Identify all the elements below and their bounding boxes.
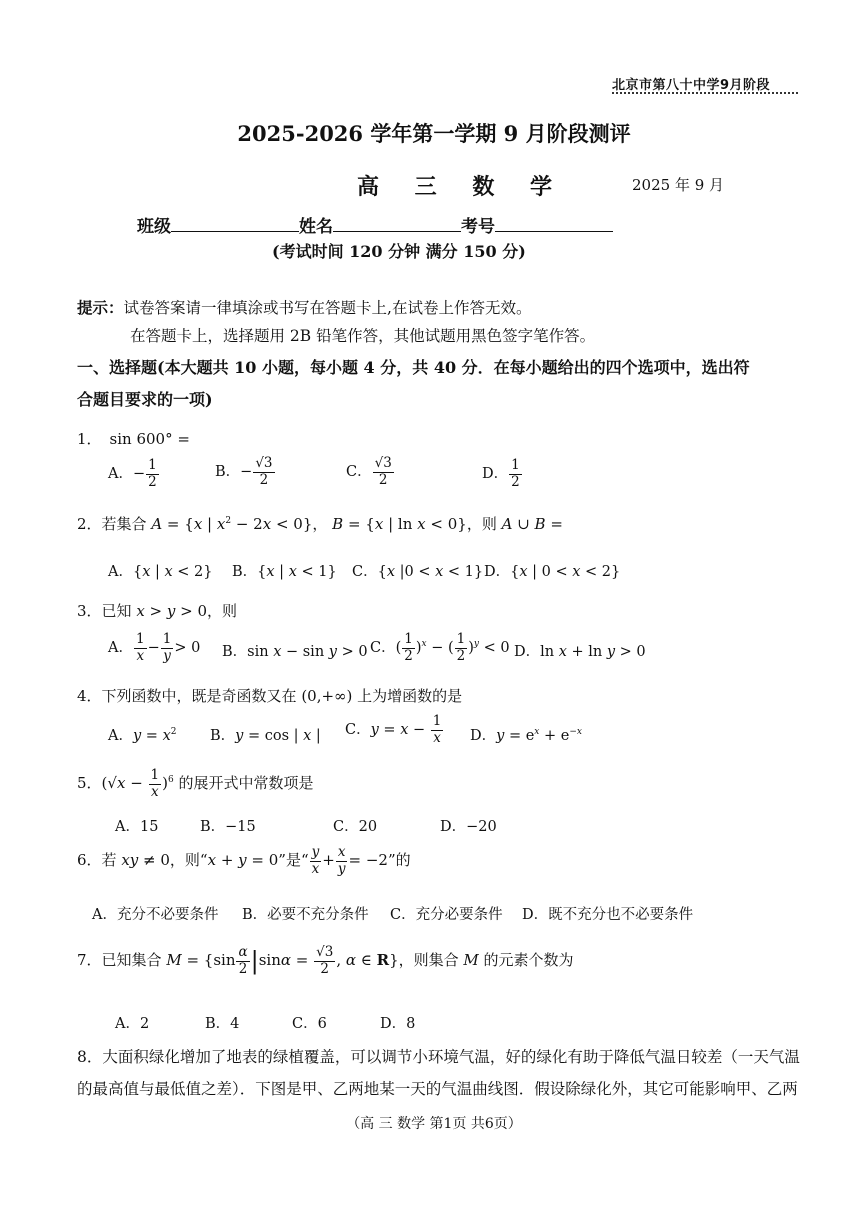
section-heading-line-1: 一、选择题(本大题共 10 小题，每小题 4 分，共 40 分．在每小题给出的四个选项中，选出符 [77,358,750,377]
q2-option-d: D．{x | 0 < x < 2} [484,564,621,580]
q4-option-c: C．y = x − $\frac{1}{x}$ [345,713,442,746]
question-8-line-2: 的最高值与最低值之差）．下图是甲、乙两地某一天的气温曲线图．假设除绿化外，其它可能影响甲、乙两 [77,1080,798,1098]
name-label: 姓名 [299,217,333,237]
q5-option-c: C．20 [333,819,378,835]
q6-option-d: D．既不充分也不必要条件 [522,907,694,923]
id-blank [495,230,613,232]
name-blank [333,230,461,232]
school-stamp: 北京市第八十中学9月阶段 [612,74,798,94]
q3-option-c: C．( $\frac{1}{2}$ )$^x$ − ( $\frac{1}{2}$ )$^y$ < 0 [370,631,510,664]
q4-option-b: B．y = cos | x | [210,728,321,744]
question-4: 4．下列函数中，既是奇函数又在 (0,+∞) 上为增函数的是 [77,687,463,705]
q4-option-d: D．$y = e^x + e^{-x}$ [470,727,582,744]
q7-option-d: D．8 [380,1016,416,1032]
student-info-row [137,212,613,237]
question-5: 5．(√x − $\frac{1}{x}$ )$^6$ 的展开式中常数项是 [77,767,314,800]
q6-option-b: B．必要不充分条件 [242,907,369,923]
q1-option-b: B．− $\frac{√3}{2}$ [215,455,273,488]
q5-option-b: B．−15 [200,819,256,835]
q2-option-b: B．{x | x < 1} [232,564,337,580]
tip-label: 提示： [77,298,124,317]
exam-date: 2025 年 9 月 [632,176,725,194]
question-stem: sin 600° = [109,430,190,448]
question-number: 1． [77,430,102,448]
tip-line-2: 在答题卡上，选择题用 2B 铅笔作答，其他试题用黑色签字笔作答。 [130,327,596,345]
section-heading-line-2: 合题目要求的一项) [77,390,213,409]
question-8-line-1: 8．大面积绿化增加了地表的绿植覆盖，可以调节小环境气温，好的绿化有助于降低气温日较差（一天气温 [77,1048,800,1066]
q2-option-c: C．{x |0 < x < 1} [352,564,484,580]
time-info: (考试时间 120 分钟 满分 150 分) [272,242,526,261]
q7-option-b: B．4 [205,1016,240,1032]
q3-option-a: A． $\frac{1}{x}$ − $\frac{1}{y}$ > 0 [108,631,201,664]
id-label: 考号 [461,217,495,237]
tip-text-1: 试卷答案请一律填涂或书写在答题卡上,在试卷上作答无效。 [123,299,532,317]
q6-option-c: C．充分必要条件 [390,907,503,923]
q1-option-a: A．− $\frac{1}{2}$ [108,457,157,490]
q4-option-a: A．$y = x^2$ [108,727,177,744]
question-1 [77,428,190,449]
q5-option-d: D．−20 [440,819,497,835]
q2-option-a: A．{x | x < 2} [108,564,213,580]
class-label: 班级 [137,217,171,237]
q3-option-d: D．ln x + ln y > 0 [514,644,646,660]
page-footer: （高 三 数学 第1页 共6页） [346,1116,522,1132]
question-7: 7．已知集合 M = {sin $\frac{\alpha}{2}$ |sinα = $\frac{√3}{2}$ , α ∈ R}，则集合 M 的元素个数为 [77,944,574,977]
exam-title: 2025-2026 学年第一学期 9 月阶段测评 [237,121,631,146]
q6-option-a: A．充分不必要条件 [92,907,219,923]
q7-option-c: C．6 [292,1016,327,1032]
q1-option-c: C． $\frac{√3}{2}$ [346,455,392,488]
q5-option-a: A．15 [115,819,159,835]
q1-option-d: D． $\frac{1}{2}$ [482,457,520,490]
subject-title: 高 三 数 学 [357,174,566,200]
question-3: 3．已知 x > y > 0，则 [77,602,238,620]
q3-option-b: B．sin x − sin y > 0 [222,644,368,660]
question-2: 2．若集合 A = {x | $x^2 - 2x < 0$}， B = {x | ln x < 0}，则 A ∪ B = [77,515,563,533]
class-blank [171,230,299,232]
tip-line-1 [77,296,531,318]
question-6: 6．若 xy ≠ 0，则“x + y = 0”是“ $\frac{y}{x}$ + $\frac{x}{y}$ = −2”的 [77,844,411,877]
q7-option-a: A．2 [115,1016,150,1032]
